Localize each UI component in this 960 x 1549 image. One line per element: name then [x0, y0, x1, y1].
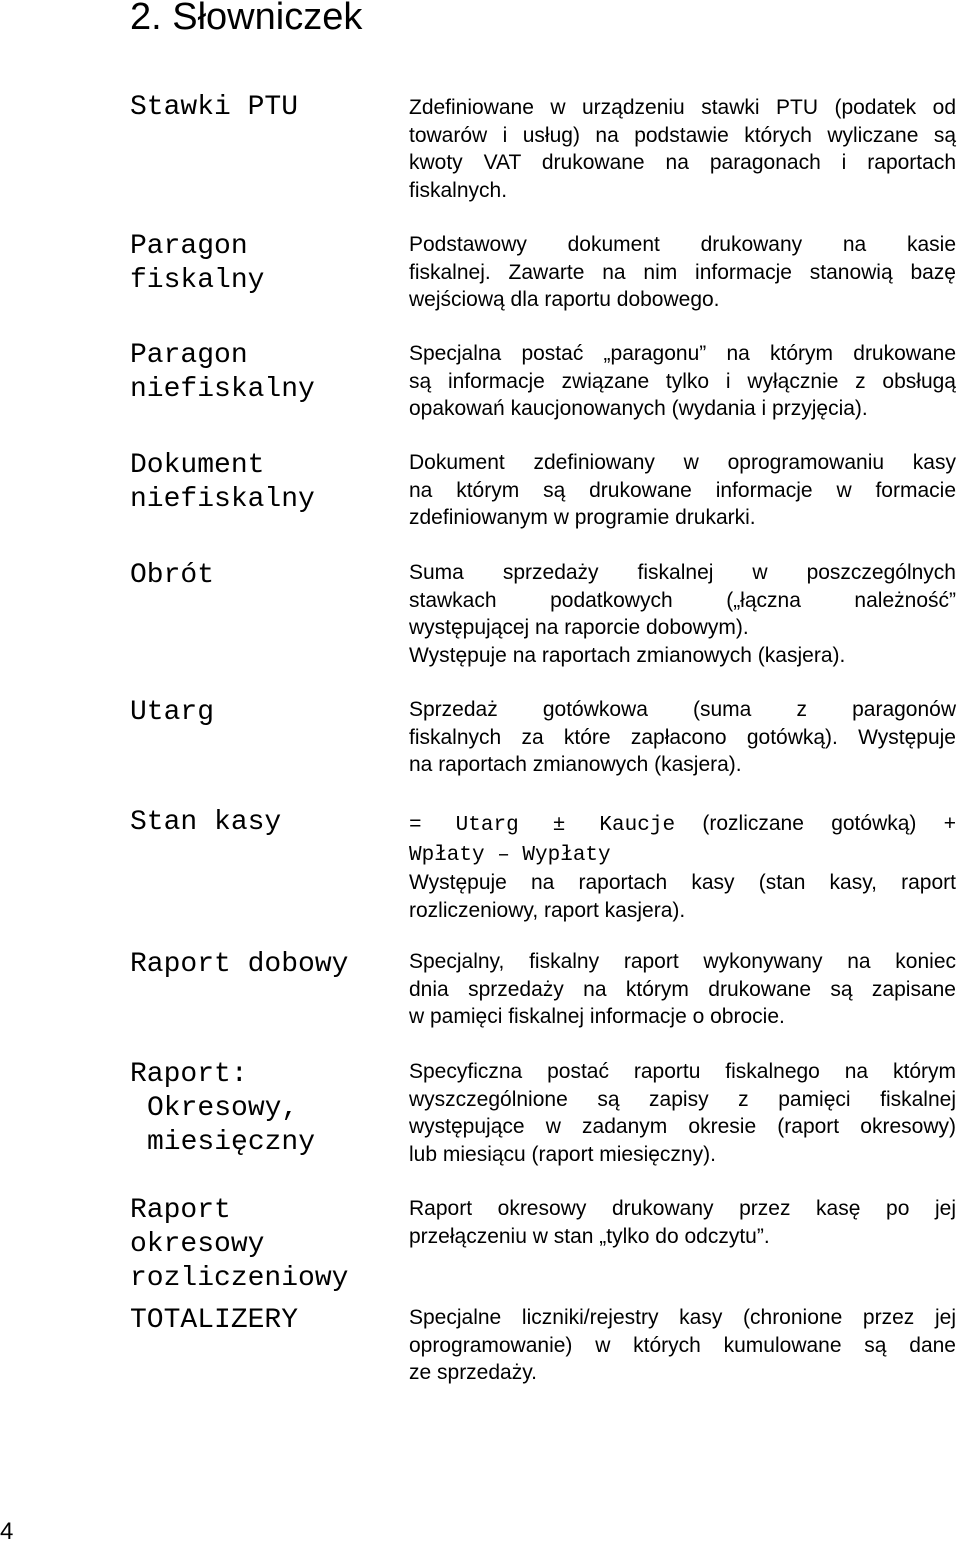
definition-raport-okresowy-miesieczny [409, 1058, 956, 1168]
term-totalizery [130, 1304, 298, 1338]
def-line: są informacje związane tylko i wyłącznie z obsługą [409, 369, 956, 393]
term-raport-okresowy-miesieczny [130, 1058, 315, 1160]
def-line: Występuje na raportach zmianowych (kasjera). [409, 643, 846, 667]
def-line: Raport okresowy drukowany przez kasę po jej [409, 1197, 956, 1220]
term-line: Stawki PTU [130, 92, 299, 123]
def-line: kwoty VAT drukowane na paragonach i raportach [409, 151, 956, 174]
term-line: Paragon [130, 231, 248, 262]
term-line: Stan kasy [130, 807, 282, 838]
term-line: Raport [130, 1195, 231, 1226]
def-line: opakowań kaucjonowanych (wydania i przyjęcia). [409, 397, 868, 420]
definition-paragon-niefiskalny [409, 340, 956, 423]
definition-totalizery [409, 1304, 956, 1387]
definition-stan-kasy [409, 810, 956, 924]
def-line: lub miesiącu (raport miesięczny). [409, 1142, 716, 1166]
term-dokument-niefiskalny [130, 449, 315, 517]
term-stawki-ptu [130, 91, 298, 125]
term-line: Okresowy, [147, 1093, 299, 1124]
formula-text: (rozliczane gotówką) + [702, 812, 956, 835]
def-line: oprogramowanie) w których kumulowane są dane [409, 1333, 956, 1357]
def-line: Dokument zdefiniowany w oprogramowaniu kasy [409, 451, 956, 474]
def-line: Sprzedaż gotówkowa (suma z paragonów [409, 698, 956, 721]
definition-raport-dobowy [409, 948, 956, 1031]
definition-raport-okresowy-rozliczeniowy [409, 1195, 956, 1250]
def-line: wejściową dla raportu dobowego. [409, 288, 720, 311]
def-line: Specjalne liczniki/rejestry kasy (chronione przez jej [409, 1306, 956, 1329]
term-raport-okresowy-rozliczeniowy [130, 1194, 348, 1296]
def-line: występującej na raporcie dobowym). [409, 616, 749, 639]
term-utarg [130, 696, 214, 730]
def-line: Zdefiniowane w urządzeniu stawki PTU (podatek od [409, 96, 956, 119]
formula-expression-2: Wpłaty – Wypłaty [409, 843, 611, 867]
definition-paragon-fiskalny [409, 231, 956, 314]
def-line: przełączeniu w stan „tylko do odczytu”. [409, 1224, 770, 1248]
term-line: okresowy [130, 1229, 265, 1260]
term-line: Paragon [130, 340, 248, 371]
def-line: na raportach zmianowych (kasjera). [409, 753, 742, 776]
def-line: fiskalnej. Zawarte na nim informacje stanowią bazę [409, 260, 956, 284]
term-line: Dokument [130, 450, 265, 481]
def-line: Suma sprzedaży fiskalnej w poszczególnych [409, 561, 956, 584]
def-line: fiskalnych. [409, 178, 508, 202]
def-line: fiskalnych za które zapłacono gotówką). Występuje [409, 725, 956, 749]
term-line: niefiskalny [130, 484, 315, 515]
term-paragon-niefiskalny [130, 339, 315, 407]
term-line: miesięczny [147, 1127, 316, 1158]
term-line: Utarg [130, 697, 215, 728]
term-obrot [130, 559, 214, 593]
definition-obrot [409, 559, 956, 669]
definition-stawki-ptu [409, 94, 956, 204]
term-paragon-fiskalny [130, 230, 264, 298]
term-line: rozliczeniowy [130, 1263, 349, 1294]
def-line: Występuje na raportach kasy (stan kasy, raport [409, 871, 956, 894]
def-line: stawkach podatkowych („łączna należność” [409, 588, 956, 612]
def-line: zdefiniowanym w programie drukarki. [409, 506, 756, 529]
def-line: rozliczeniowy, raport kasjera). [409, 898, 686, 922]
term-stan-kasy [130, 806, 281, 840]
formula-expression: = Utarg ± Kaucje [409, 814, 676, 837]
term-line: Obrót [130, 560, 215, 591]
def-line: Podstawowy dokument drukowany na kasie [409, 233, 956, 256]
formula-line [409, 810, 956, 840]
term-line: TOTALIZERY [130, 1305, 299, 1336]
def-line: Specjalna postać „paragonu” na którym drukowane [409, 342, 956, 365]
definition-dokument-niefiskalny [409, 449, 956, 532]
def-line: wyszczególnione są zapisy z pamięci fiskalnej [409, 1087, 956, 1111]
term-line: niefiskalny [130, 374, 315, 405]
term-line: fiskalny [130, 265, 265, 296]
formula-line-2 [409, 840, 956, 870]
term-line: Raport dobowy [130, 949, 349, 980]
def-line: Specyficzna postać raportu fiskalnego na którym [409, 1060, 956, 1083]
term-raport-dobowy [130, 948, 348, 982]
page-heading: 2. Słowniczek [130, 0, 363, 38]
def-line: na którym są drukowane informacje w formacie [409, 478, 956, 502]
def-line: dnia sprzedaży na którym drukowane są zapisane [409, 977, 956, 1001]
def-line: towarów i usług) na podstawie których wyliczane są [409, 123, 956, 147]
def-line: ze sprzedaży. [409, 1361, 537, 1384]
page-number: 4 [0, 1518, 14, 1545]
definition-utarg [409, 696, 956, 779]
term-line: Raport: [130, 1059, 248, 1090]
def-line: występujące w zadanym okresie (raport okresowy) [409, 1115, 956, 1138]
def-line: Specjalny, fiskalny raport wykonywany na koniec [409, 950, 956, 973]
def-line: w pamięci fiskalnej informacje o obrocie. [409, 1005, 785, 1028]
